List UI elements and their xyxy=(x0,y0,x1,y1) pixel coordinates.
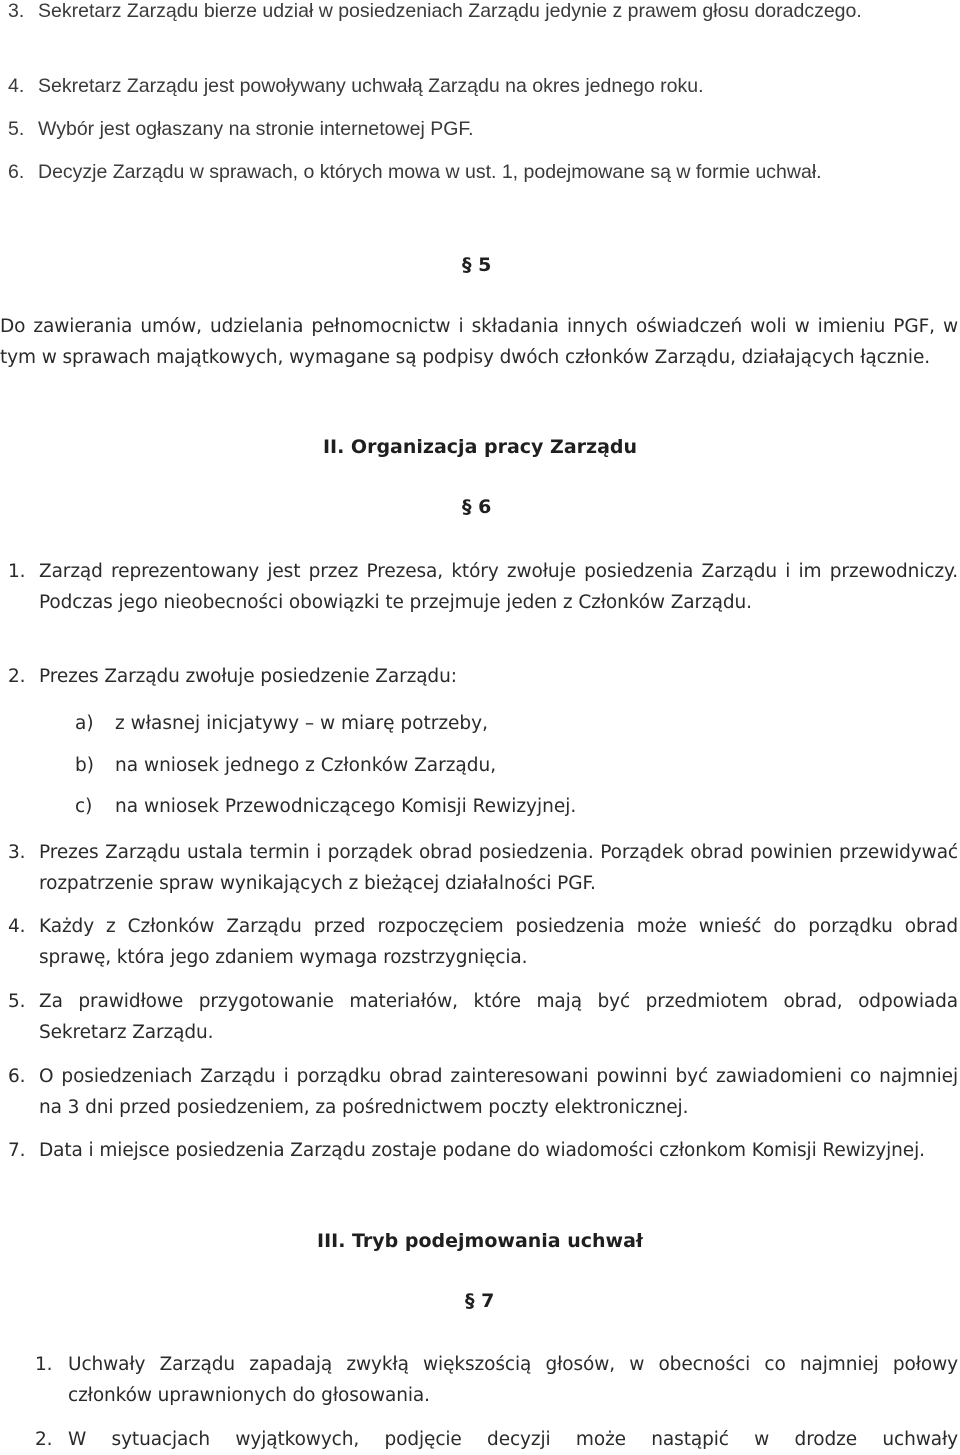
list-item xyxy=(8,911,958,973)
paragraph-section-5: Do zawierania umów, udzielania pełnomocnictw i składania innych oświadczeń woli w imieniu PGF, w tym w sprawach majątkowych, wymagane są podpisy dwóch członków Zarządu, działających łącznie. xyxy=(0,316,958,368)
list-item xyxy=(8,661,958,692)
section-heading-6: § 6 xyxy=(462,496,492,518)
item-text: Prezes Zarządu zwołuje posiedzenie Zarządu: xyxy=(39,666,457,687)
list-item xyxy=(8,556,958,618)
sub-item-letter: b) xyxy=(75,755,94,776)
item-text: Sekretarz Zarządu bierze udział w posiedzeniach Zarządu jedynie z prawem głosu doradczego. xyxy=(38,0,862,22)
list-item xyxy=(8,157,932,188)
item-text: Każdy z Członków Zarządu przed rozpoczęciem posiedzenia może wnieść do porządku obrad sprawę, która jego zdaniem wymaga rozstrzygnięcia. xyxy=(39,916,958,968)
item-number: 3. xyxy=(8,0,25,22)
item-number: 4. xyxy=(8,75,25,97)
item-number: 3. xyxy=(8,842,26,863)
list-item xyxy=(8,1061,958,1123)
section-heading-7: § 7 xyxy=(465,1290,495,1312)
item-text: Sekretarz Zarządu jest powoływany uchwałą Zarządu na okres jednego roku. xyxy=(38,75,704,97)
sub-list-item xyxy=(75,791,577,822)
sub-item-letter: c) xyxy=(75,796,93,817)
item-text: Data i miejsce posiedzenia Zarządu zostaje podane do wiadomości członkom Komisji Rewizyjnej. xyxy=(39,1140,925,1161)
item-number: 5. xyxy=(8,118,25,140)
list-item xyxy=(8,1135,958,1166)
item-number: 1. xyxy=(8,561,26,582)
item-number: 6. xyxy=(8,161,25,183)
item-number: 6. xyxy=(8,1066,26,1087)
sub-item-text: na wniosek jednego z Członków Zarządu, xyxy=(115,755,497,776)
item-number: 5. xyxy=(8,991,26,1012)
item-text: Zarząd reprezentowany jest przez Prezesa, który zwołuje posiedzenia Zarządu i im przewodniczy. Podczas jego nieobecności obowiązki te przejmuje jeden z Członków Zarządu. xyxy=(39,561,958,613)
list-item xyxy=(35,1424,958,1455)
list-item xyxy=(8,986,958,1048)
item-text: Uchwały Zarządu zapadają zwykłą większością głosów, w obecności co najmniej połowy członków uprawnionych do głosowania. xyxy=(68,1354,958,1406)
sub-item-letter: a) xyxy=(75,713,94,734)
sub-list-item xyxy=(75,708,488,739)
sub-item-text: z własnej inicjatywy – w miarę potrzeby, xyxy=(115,713,488,734)
list-item xyxy=(8,114,932,145)
list-item xyxy=(8,837,958,899)
chapter-title-3: III. Tryb podejmowania uchwał xyxy=(317,1230,643,1252)
section-heading-5: § 5 xyxy=(462,254,492,276)
item-text: Za prawidłowe przygotowanie materiałów, które mają być przedmiotem obrad, odpowiada Sekretarz Zarządu. xyxy=(39,991,958,1043)
item-text: Wybór jest ogłaszany na stronie internetowej PGF. xyxy=(38,118,474,140)
item-number: 4. xyxy=(8,916,26,937)
item-text: Prezes Zarządu ustala termin i porządek obrad posiedzenia. Porządek obrad powinien przewidywać rozpatrzenie spraw wynikających z bieżącej działalności PGF. xyxy=(39,842,958,894)
sub-item-text: na wniosek Przewodniczącego Komisji Rewizyjnej. xyxy=(115,796,577,817)
item-text: W sytuacjach wyjątkowych, podjęcie decyzji może nastąpić w drodze uchwały xyxy=(68,1429,958,1450)
chapter-title-2: II. Organizacja pracy Zarządu xyxy=(322,436,638,458)
sub-list-item xyxy=(75,750,497,781)
item-text: O posiedzeniach Zarządu i porządku obrad zainteresowani powinni być zawiadomieni co najmniej na 3 dni przed posiedzeniem, za pośrednictwem poczty elektronicznej. xyxy=(39,1066,958,1118)
item-number: 2. xyxy=(35,1429,53,1450)
item-number: 1. xyxy=(35,1354,53,1375)
item-text: Decyzje Zarządu w sprawach, o których mowa w ust. 1, podejmowane są w formie uchwał. xyxy=(38,161,822,183)
item-number: 2. xyxy=(8,666,26,687)
list-item xyxy=(35,1349,958,1411)
item-number: 7. xyxy=(8,1140,26,1161)
list-item xyxy=(8,71,932,102)
list-item xyxy=(8,0,932,27)
